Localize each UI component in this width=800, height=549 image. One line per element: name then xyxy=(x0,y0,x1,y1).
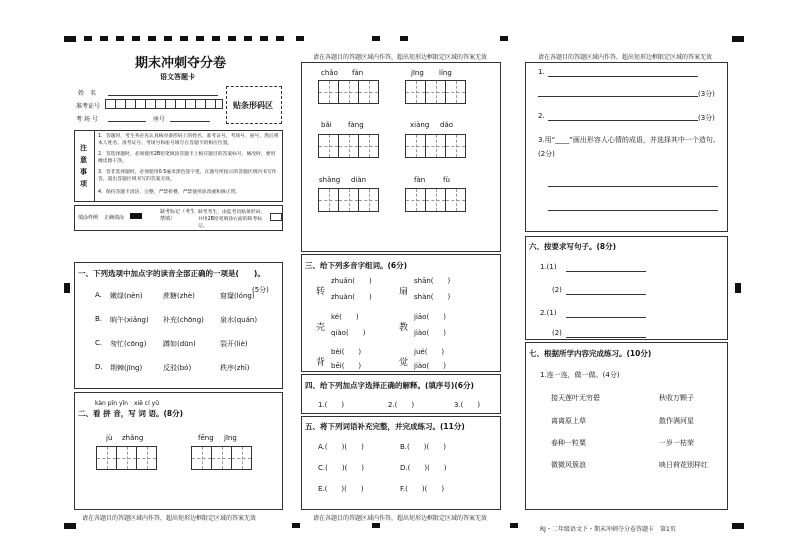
q3-char-reading-a[interactable]: ké( ) xyxy=(331,313,359,321)
q1-title: 一、下列选项中加点字的读音全部正确的一项是( )。 xyxy=(78,269,265,278)
timing-mark xyxy=(196,36,204,41)
answer-line[interactable] xyxy=(548,120,698,121)
q3-char-reading-b[interactable]: bēi( ) xyxy=(331,362,362,370)
q5-title: 五、将下列词语补充完整，并完成练习。(11分) xyxy=(305,422,465,431)
q3-char-reading-b[interactable]: qiào( ) xyxy=(331,329,366,337)
q1-option-a-letter[interactable]: A. xyxy=(95,291,102,299)
answer-line[interactable] xyxy=(548,210,718,211)
absent-checkbox[interactable] xyxy=(270,213,282,221)
q2b-w5-py1: shǎng xyxy=(319,176,341,184)
q1-option-c-2: 蹲如(dūn) xyxy=(163,340,196,348)
tian-grid-box[interactable] xyxy=(358,188,379,212)
tian-grid-box[interactable] xyxy=(445,134,466,158)
q1-option-a-2: 蔗糖(zhè) xyxy=(163,292,195,300)
q1-option-d-2: 反驳(bó) xyxy=(163,364,192,372)
q5-blank-pair[interactable]: F.( )( ) xyxy=(400,485,445,493)
q2b-w2-py2: líng xyxy=(439,69,452,77)
q5-blank-pair[interactable]: E.( )( ) xyxy=(318,485,364,493)
tian-grid-box[interactable] xyxy=(358,80,379,104)
warning-text: 请在各题目的答题区域内作答，超出矩形边框限定区域的答案无效 xyxy=(313,54,488,61)
q4-title: 四、给下列加点字选择正确的解释。(填序号)(6分) xyxy=(305,381,474,390)
notice-divider xyxy=(94,130,95,202)
timing-mark xyxy=(732,523,744,529)
page-subtitle: 语文答题卡 xyxy=(160,72,195,81)
q1-option-b-3: 泉水(quán) xyxy=(220,316,258,324)
tian-grid-box[interactable] xyxy=(318,80,339,104)
q3-char-reading-a[interactable]: shān( ) xyxy=(414,277,451,285)
notice-item: 2．答选择题时，必须使用2B铅笔填涂答题卡上相应题目的答案标号，修改时，要用橡皮擦干净。 xyxy=(98,152,276,164)
tian-grid-box[interactable] xyxy=(318,134,339,158)
q5-blank-pair[interactable]: D.( )( ) xyxy=(400,464,447,472)
q5-sub-2-score: (3分) xyxy=(698,114,715,122)
q4-answer-slot[interactable]: 3.( ) xyxy=(454,401,481,409)
match-right-item[interactable]: 一岁一枯荣 xyxy=(659,439,694,447)
tian-grid-box[interactable] xyxy=(445,188,466,212)
q1-option-b-letter[interactable]: B. xyxy=(95,315,103,323)
timing-mark xyxy=(64,283,70,293)
q2b-w3-py2: fàng xyxy=(348,121,364,129)
warning-text: 请在各题目的答题区域内作答，超出矩形边框限定区域的答案无效 xyxy=(82,515,257,522)
timing-mark xyxy=(372,523,380,528)
warning-text: 请在各题目的答题区域内作答，超出矩形边框限定区域的答案无效 xyxy=(313,515,488,522)
timing-mark xyxy=(180,36,188,41)
timing-mark xyxy=(244,36,252,41)
timing-mark xyxy=(164,36,172,41)
q3-char-reading-a[interactable]: bèi( ) xyxy=(331,348,362,356)
q2-word1-py1: jù xyxy=(106,434,113,442)
q1-option-c-1: 匆忙(cōng) xyxy=(110,340,147,348)
timing-mark xyxy=(500,36,508,41)
answer-line[interactable] xyxy=(538,96,698,97)
tian-grid-box[interactable] xyxy=(405,188,426,212)
exam-no-label: 准考证号 xyxy=(76,103,101,110)
tian-grid-box[interactable] xyxy=(358,134,379,158)
q6-title: 六、按要求写句子。(8分) xyxy=(529,242,617,251)
seat-label: 座号 xyxy=(153,116,166,123)
timing-mark xyxy=(400,36,408,41)
timing-mark xyxy=(292,523,300,528)
q5-blank-pair[interactable]: A.( )( ) xyxy=(318,443,364,451)
match-right-item[interactable]: 秋收万颗子 xyxy=(659,394,694,402)
answer-line[interactable] xyxy=(566,337,646,338)
timing-mark xyxy=(228,36,236,41)
q5-sub-1-label: 1. xyxy=(538,68,545,76)
q2-pinyin-header: kàn pīn yīn xiě cí yǔ xyxy=(95,400,160,407)
q5-sub-2-label: 2. xyxy=(538,112,545,120)
tian-grid-box[interactable] xyxy=(338,80,359,104)
exam-no-boxes[interactable] xyxy=(105,99,223,109)
fill-correct-label: 正确填涂 xyxy=(104,215,125,221)
tian-grid-box[interactable] xyxy=(405,134,426,158)
q2-word2-py2: jīng xyxy=(224,434,237,442)
notice-item: 1．答题时，考生务必先认真核对条形码上的姓名、准考证号、考场号、座号，然后将本人姓名、准考证号、考场号和座号填写在答题卡的相应位置。 xyxy=(98,134,279,146)
q2b-w3-py1: bǎi xyxy=(321,121,332,129)
q3-char-reading-a[interactable]: zhuǎn( ) xyxy=(331,277,372,285)
tian-grid-box[interactable] xyxy=(405,80,426,104)
tian-grid-box[interactable] xyxy=(136,446,157,470)
timing-mark xyxy=(732,36,744,42)
q1-option-d-3: 秩序(zhì) xyxy=(220,364,250,372)
q2-title: 二、看 拼 音，写 词 语。(8分) xyxy=(78,409,184,418)
fill-example-label: 填涂样例 xyxy=(78,215,99,221)
notice-label: 注意事项 xyxy=(80,144,87,188)
tian-grid-box[interactable] xyxy=(191,446,212,470)
match-left-item[interactable]: 离离原上草 xyxy=(551,417,586,425)
q4-answer-slot[interactable]: 1.( ) xyxy=(318,401,345,409)
answer-line[interactable] xyxy=(566,317,646,318)
timing-mark xyxy=(132,36,140,41)
q2b-w4-py2: dǎo xyxy=(440,121,454,129)
timing-mark xyxy=(260,36,268,41)
answer-line[interactable] xyxy=(548,76,698,77)
absent-label: 缺考标记（考生禁填） xyxy=(160,209,196,222)
q5-sub-1-score: (3分) xyxy=(698,90,715,98)
q2b-w6-py1: fàn xyxy=(414,176,426,184)
q2b-w1-py1: chǎo xyxy=(321,69,338,77)
room-label: 考 场 号 xyxy=(76,116,98,123)
timing-mark xyxy=(276,36,284,41)
q6-item-label: (2) xyxy=(552,286,562,294)
q2-word2-py1: fēng xyxy=(198,434,214,442)
tian-grid-box[interactable] xyxy=(231,446,252,470)
q3-char: 教 xyxy=(399,323,409,333)
seat-field[interactable] xyxy=(170,121,210,122)
q5-blank-pair[interactable]: C.( )( ) xyxy=(318,464,365,472)
timing-mark xyxy=(84,36,92,41)
q3-char-reading-b[interactable]: jiào( ) xyxy=(414,329,446,337)
room-field[interactable] xyxy=(108,121,146,122)
tian-grid-box[interactable] xyxy=(338,188,359,212)
timing-mark xyxy=(64,523,76,529)
tian-grid-box[interactable] xyxy=(211,446,232,470)
q3-char: 觉 xyxy=(399,358,409,368)
tian-grid-box[interactable] xyxy=(116,446,137,470)
tian-grid-box[interactable] xyxy=(96,446,117,470)
q3-title: 三、给下列多音字组词。(6分) xyxy=(305,261,408,270)
timing-mark xyxy=(116,36,124,41)
filled-mark xyxy=(130,213,142,219)
timing-mark xyxy=(64,36,76,42)
tian-grid-box[interactable] xyxy=(445,80,466,104)
notice-item: 4．保持答题卡清洁、完整，严禁折叠、严禁使用涂改液和修正带。 xyxy=(98,190,241,195)
name-label: 姓 名 xyxy=(78,90,97,97)
tian-grid-box[interactable] xyxy=(425,188,446,212)
q3-char: 壳 xyxy=(316,323,326,333)
notice-item: 3．答非选择题时，必须使用0.5毫米黑色签字笔，在题号所指示的答题区域内书写作答，超出答题区域书写的答案无效。 xyxy=(98,170,277,182)
q2b-w1-py2: fàn xyxy=(352,69,364,77)
q1-option-a-3: 窟窿(lóng) xyxy=(220,292,255,300)
page-footer: RJ・二年级语文下・期末冲刺夺分卷答题卡 第1页 xyxy=(540,526,676,533)
q5-blank-pair[interactable]: B.( )( ) xyxy=(400,443,446,451)
q3-char-reading-a[interactable]: jué( ) xyxy=(414,348,445,356)
q3-char-reading-b[interactable]: shàn( ) xyxy=(414,293,451,301)
q3-char-reading-b[interactable]: jiào( ) xyxy=(414,362,446,370)
match-right-item[interactable]: 散作满河星 xyxy=(659,417,694,425)
q1-option-d-1: 荆棘(jīng) xyxy=(110,364,143,372)
timing-mark xyxy=(100,36,108,41)
q2-word1-py2: zhǎng xyxy=(122,434,144,442)
q2b-w6-py2: fù xyxy=(443,176,450,184)
tian-grid-box[interactable] xyxy=(425,134,446,158)
q1-option-c-letter[interactable]: C. xyxy=(95,339,103,347)
timing-mark xyxy=(148,36,156,41)
q6-item-label: (2) xyxy=(552,329,562,337)
q3-char: 背 xyxy=(316,358,326,368)
match-left-item[interactable]: 春种一粒粟 xyxy=(551,439,586,447)
q3-char-reading-b[interactable]: zhuàn( ) xyxy=(331,293,372,301)
q7-sub-title: 1.连一连，做一做。(4分) xyxy=(540,371,620,379)
timing-mark xyxy=(510,523,518,528)
answer-line[interactable] xyxy=(566,294,646,295)
match-left-item[interactable]: 微微风簇浪 xyxy=(551,461,586,469)
q2b-w2-py1: jīng xyxy=(411,69,424,77)
name-field[interactable] xyxy=(108,95,218,96)
timing-mark xyxy=(212,36,220,41)
q1-option-b-1: 晌午(xiǎng) xyxy=(110,316,149,324)
absent-note: 缺考考生，由监考员贴条形码，并用2B铅笔填涂右面的缺考标记。 xyxy=(198,210,266,229)
warning-text: 请在各题目的答题区域内作答，超出矩形边框限定区域的答案无效 xyxy=(538,54,713,61)
q1-option-d-letter[interactable]: D. xyxy=(95,363,103,371)
answer-line[interactable] xyxy=(548,186,718,187)
timing-mark xyxy=(735,283,741,293)
q3-char: 转 xyxy=(316,287,326,297)
tian-grid-box[interactable] xyxy=(338,134,359,158)
q6-item-label: 2.(1) xyxy=(540,309,557,317)
tian-grid-box[interactable] xyxy=(425,80,446,104)
timing-mark xyxy=(296,36,304,41)
q1-option-a-1: 嫩绿(nèn) xyxy=(110,292,143,300)
q3-char-reading-a[interactable]: jiāo( ) xyxy=(414,313,446,321)
q1-option-b-2: 补充(chōng) xyxy=(163,316,204,324)
answer-line[interactable] xyxy=(566,271,646,272)
question-7-box xyxy=(525,342,728,510)
match-right-item[interactable]: 映日荷花别样红 xyxy=(659,461,708,469)
q6-item-label: 1.(1) xyxy=(540,263,557,271)
q5-sub-3-text: 3.用“____”画出形容人心情的成语，并选择其中一个造句。(2分) xyxy=(538,136,720,158)
q1-score: (5分) xyxy=(252,286,269,294)
q7-title: 七、根据所学内容完成练习。(10分) xyxy=(529,349,652,358)
match-left-item[interactable]: 接天莲叶无穷碧 xyxy=(551,394,600,402)
q2b-w5-py2: diàn xyxy=(351,176,367,184)
q1-option-c-3: 裂开(liè) xyxy=(220,340,248,348)
q3-char: 扇 xyxy=(399,287,409,297)
tian-grid-box[interactable] xyxy=(318,188,339,212)
timing-mark xyxy=(372,36,380,41)
q4-answer-slot[interactable]: 2.( ) xyxy=(388,401,415,409)
barcode-label: 贴条形码区 xyxy=(233,101,273,110)
page-title: 期末冲刺夺分卷 xyxy=(135,56,227,71)
q2b-w4-py1: xiàng xyxy=(410,121,430,129)
